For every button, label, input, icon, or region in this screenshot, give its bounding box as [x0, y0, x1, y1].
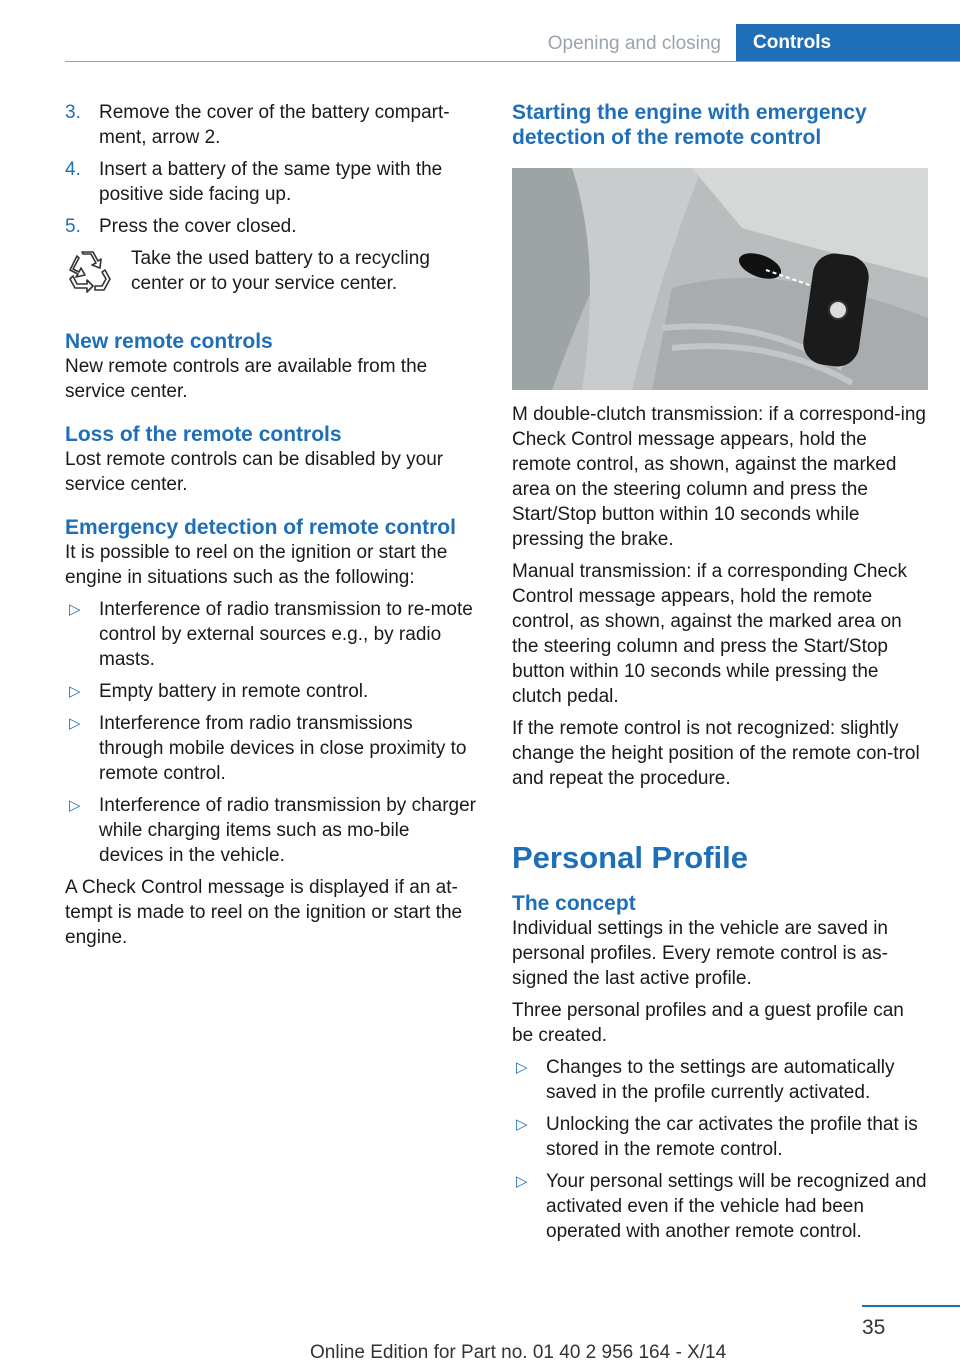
- header-rule: [65, 61, 960, 62]
- list-item: [65, 597, 479, 672]
- chapter-tab: Controls: [736, 24, 960, 62]
- recycle-icon: [65, 246, 131, 303]
- bullet-triangle-icon: ▷: [516, 1173, 528, 1190]
- paragraph: Lost remote controls can be disabled by your service center.: [65, 449, 444, 495]
- bullet-triangle-icon: ▷: [516, 1059, 528, 1076]
- step-item: [65, 157, 479, 207]
- paragraph: Individual settings in the vehicle are saved in personal profiles. Every remote control is as-signed the last active profile.: [512, 918, 889, 989]
- step-text: Insert a battery of the same type with the positive side facing up.: [99, 159, 443, 205]
- paragraph: Three personal profiles and a guest profile can be created.: [512, 1000, 904, 1046]
- step-number: 5.: [65, 216, 81, 237]
- recycle-note: [65, 246, 479, 303]
- section-title: Opening and closing: [547, 33, 721, 54]
- right-column: [512, 100, 930, 1251]
- bullet-triangle-icon: ▷: [69, 715, 81, 732]
- list-item: [512, 1055, 930, 1105]
- list-item-text: Changes to the settings are automatically saved in the profile currently activated.: [546, 1057, 895, 1103]
- paragraph: It is possible to reel on the ignition or start the engine in situations such as the following:: [65, 542, 448, 588]
- step-text: Remove the cover of the battery compart-ment, arrow 2.: [99, 102, 450, 148]
- heading-new-remote-controls: New remote controls: [65, 330, 273, 353]
- footer-rule: [862, 1305, 960, 1307]
- left-column: [65, 100, 479, 957]
- list-item-text: Empty battery in remote control.: [99, 681, 369, 702]
- list-item: [65, 793, 479, 868]
- heading-emergency-detection: Emergency detection of remote control: [65, 516, 456, 539]
- step-text: Press the cover closed.: [99, 216, 297, 237]
- paragraph: If the remote control is not recognized: slightly change the height position of the remote con-trol and repeat the procedure.: [512, 718, 920, 789]
- paragraph: A Check Control message is displayed if an at-tempt is made to reel on the ignition or start the engine.: [65, 877, 463, 948]
- list-item: [65, 711, 479, 786]
- list-item-text: Interference of radio transmission to re-mote control by external sources e.g., by radio masts.: [99, 599, 473, 670]
- list-item: [512, 1169, 930, 1244]
- list-item: [512, 1112, 930, 1162]
- heading-personal-profile: Personal Profile: [512, 840, 749, 875]
- bullet-triangle-icon: ▷: [69, 797, 81, 814]
- page-header: [0, 0, 960, 64]
- paragraph: New remote controls are available from the service center.: [65, 356, 428, 402]
- list-item: [65, 679, 479, 704]
- list-item-text: Interference of radio transmission by charger while charging items such as mo-bile devices in the vehicle.: [99, 795, 477, 866]
- list-item-text: Your personal settings will be recognized and activated even if the vehicle had been operated with another remote control.: [546, 1171, 927, 1242]
- heading-starting-engine: Starting the engine with emergency detection of the remote control: [512, 101, 867, 149]
- list-item-text: Interference from radio transmissions through mobile devices in close proximity to remote control.: [99, 713, 467, 784]
- steering-column-photo: [512, 168, 928, 390]
- recycle-text: Take the used battery to a recycling center or to your service center.: [131, 248, 430, 294]
- step-number: 4.: [65, 159, 81, 180]
- bullet-triangle-icon: ▷: [69, 683, 81, 700]
- bullet-triangle-icon: ▷: [516, 1116, 528, 1133]
- step-item: [65, 100, 479, 150]
- page-number: 35: [862, 1316, 886, 1339]
- heading-the-concept: The concept: [512, 892, 636, 915]
- heading-loss-remote-controls: Loss of the remote controls: [65, 423, 342, 446]
- step-number: 3.: [65, 102, 81, 123]
- bullet-triangle-icon: ▷: [69, 601, 81, 618]
- paragraph: M double-clutch transmission: if a correspond-ing Check Control message appears, hold the remote control, as shown, against the marked area on the steering column and press the Start/Stop button within 10 seconds while pressing the brake.: [512, 404, 926, 550]
- edition-note: Online Edition for Part no. 01 40 2 956 164 - X/14: [310, 1342, 727, 1363]
- list-item-text: Unlocking the car activates the profile that is stored in the remote control.: [546, 1114, 918, 1160]
- paragraph: Manual transmission: if a corresponding Check Control message appears, hold the remote control, as shown, against the marked area on the steering column and press the Start/Stop button within 10 seconds while pressing the clutch pedal.: [512, 561, 907, 707]
- step-item: [65, 214, 479, 239]
